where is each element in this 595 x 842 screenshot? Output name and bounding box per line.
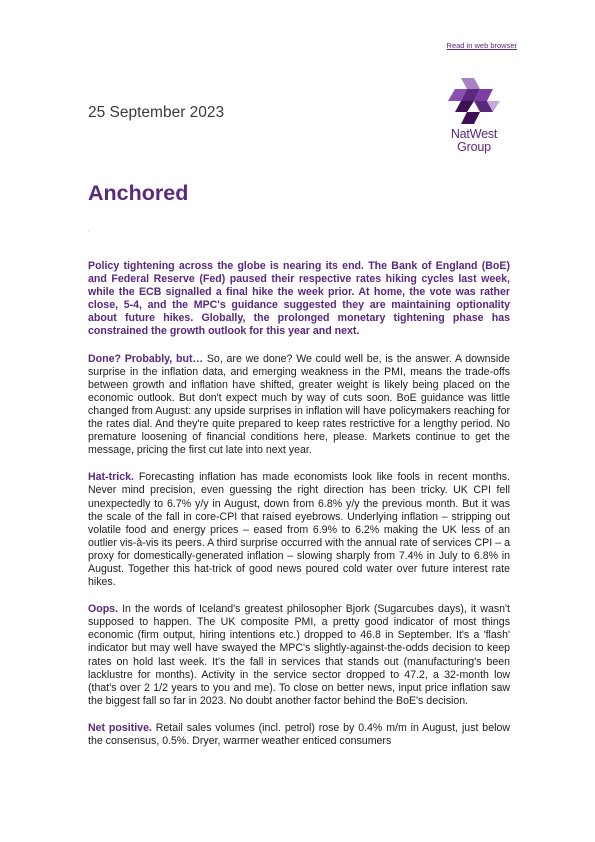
section-paragraph [88, 353, 510, 458]
separator-dot: . [88, 228, 90, 234]
logo-wordmark: NatWest [450, 127, 498, 141]
newsletter-date: 25 September 2023 [88, 104, 225, 121]
logo-subtitle: Group [457, 140, 491, 154]
natwest-group-logo [442, 78, 506, 154]
section-paragraph [88, 471, 510, 589]
section-text: So, are we done? We could well be, is the answer. A downside surprise in the inflation data, and emerging weakness in the PMI, means the trade-offs between growth and inflation have shifted, greater weight is likely being placed on the economic outlook. But don't expect much by way of cuts soon. BoE guidance was little changed from August: any upside surprises in inflation will have policymakers reaching for the rates dial. And they're quite prepared to keep rates restrictive for a lengthy period. No premature loosening of financial conditions here, please. Markets continue to get the message, pricing the first cut late into next year. [88, 352, 510, 457]
article-title: Anchored [88, 181, 189, 205]
section-text: Retail sales volumes (incl. petrol) rose by 0.4% m/m in August, just below the consensus, 0.5%. Dryer, warmer weather enticed consumers [88, 721, 510, 747]
section-heading: Done? Probably, but… [88, 352, 204, 365]
section-paragraph [88, 603, 510, 708]
article-body [88, 260, 510, 762]
natwest-cubes-icon [447, 78, 501, 124]
section-text: In the words of Iceland's greatest philosopher Bjork (Sugarcubes days), it wasn't supposed to happen. The UK composite PMI, a pretty good indicator of most things economic (firm output, hiring intentions etc.) dropped to 46.8 in September. It's a 'flash' indicator but may well have swayed the MPC's slightly-against-the-odds decision to keep rates on hold last week. It's the fall in services that stands out (manufacturing's been lacklustre for months). Activity in the service sector dropped to 47.2, a 32-month low (that's over 2 1/2 years to you and me). To close on better news, input price inflation saw the biggest fall so far in 2023. No doubt another factor behind the BoE's decision. [88, 603, 510, 707]
intro-paragraph: Policy tightening across the globe is nearing its end. The Bank of England (BoE) and Federal Reserve (Fed) paused their respective rates hiking cycles last week, while the ECB signalled a final hike the week prior. At home, the vote was rather close, 5-4, and the MPC's guidance suggested they are maintaining optionality about future hikes. Globally, the prolonged monetary tightening phase has constrained the growth outlook for this year and next. [88, 260, 510, 338]
section-heading: Hat-trick. [88, 471, 134, 484]
section-heading: Oops. [88, 603, 119, 616]
section-text: Forecasting inflation has made economists look like fools in recent months. Never mind precision, even guessing the right direction has been tricky. UK CPI fell unexpectedly to 6.7% y/y in August, down from 6.8% y/y the previous month. But it was the scale of the fall in core-CPI that raised eyebrows. Underlying inflation – stripping out volatile food and energy prices – eased from 6.9% to 6.2% making the UK less of an outlier vis-à-vis its peers. A third surprise occurred with the annual rate of services CPI – a proxy for domestically-generated inflation – slowing sharply from 7.4% in July to 6.8% in August. Together this hat-trick of good news poured cold water over future interest rate hikes. [88, 471, 510, 589]
read-in-web-browser-link[interactable]: Read in web browser [446, 41, 517, 50]
section-heading: Net positive. [88, 721, 152, 734]
section-paragraph [88, 722, 510, 748]
